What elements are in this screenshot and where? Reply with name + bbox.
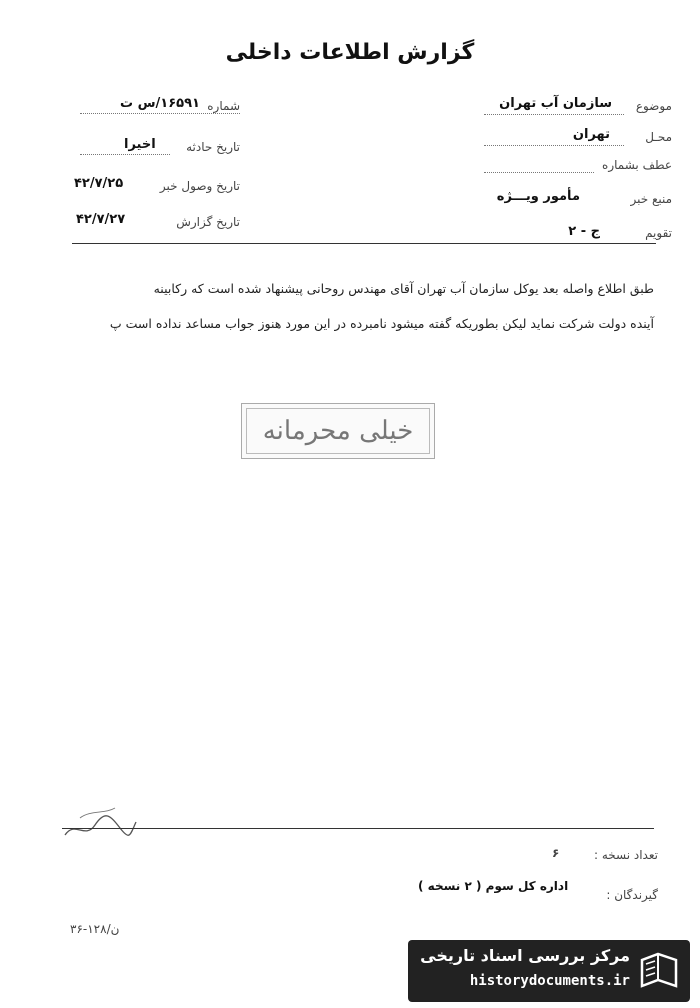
recipients-value: اداره کل سوم ( ۲ نسخه ) (418, 879, 569, 893)
incident-date-dots (80, 154, 170, 155)
document-title: گزارش اطلاعات داخلی (225, 40, 475, 65)
subject-label: موضوع (635, 99, 672, 113)
reference-label: عطف بشماره (602, 158, 672, 172)
number-value: ۱۶۵۹۱/س ت (120, 96, 200, 111)
receipt-date-value: ۴۲/۷/۲۵ (74, 176, 124, 191)
document-code: ن/۱۲۸-۳۶ (70, 922, 120, 936)
evaluation-value: ج - ۲ (568, 224, 600, 239)
evaluation-label: تقویم (645, 226, 672, 240)
location-dots (484, 145, 624, 146)
location-value: تهران (572, 127, 610, 142)
confidential-stamp (241, 403, 435, 459)
body-line-2: آینده دولت شرکت نماید لیکن بطوریکه گفته میشود نامبرده در این مورد هنوز جواب مساعد نداده است پ (109, 316, 654, 331)
body-line-1: طبق اطلاع واصله بعد یوکل سازمان آب تهران آقای مهندس روحانی پیشنهاد شده است که رکابینه (153, 281, 654, 296)
recipients-label: گیرندگان : (606, 888, 658, 902)
number-label: شماره (207, 99, 240, 113)
signature-scribble (60, 800, 140, 850)
location-label: محـل (645, 130, 672, 144)
source-value: مأمور ویـــژه (496, 189, 580, 204)
subject-value: سازمان آب تهران (499, 96, 612, 111)
watermark-title: مرکز بررسی اسناد تاریخی (420, 946, 630, 965)
incident-date-label: تاریخ حادثه (186, 140, 240, 154)
header-divider (72, 243, 656, 244)
footer-divider (62, 828, 654, 829)
incident-date-value: اخیرا (124, 137, 156, 152)
reference-dots (484, 172, 594, 173)
subject-dots (484, 114, 624, 115)
archive-logo-icon (638, 950, 680, 992)
watermark-url: historydocuments.ir (469, 973, 630, 989)
stamp-text: خیلی محرمانه (262, 416, 414, 446)
copies-value: ۶ (552, 846, 560, 860)
source-label: منبع خبر (630, 192, 672, 206)
number-dots (80, 113, 240, 114)
copies-label: تعداد نسخه : (593, 848, 658, 862)
report-date-label: تاریخ گزارش (176, 215, 240, 229)
receipt-date-label: تاریخ وصول خبر (159, 179, 240, 193)
report-date-value: ۴۲/۷/۲۷ (76, 212, 126, 227)
site-watermark (408, 940, 690, 1002)
